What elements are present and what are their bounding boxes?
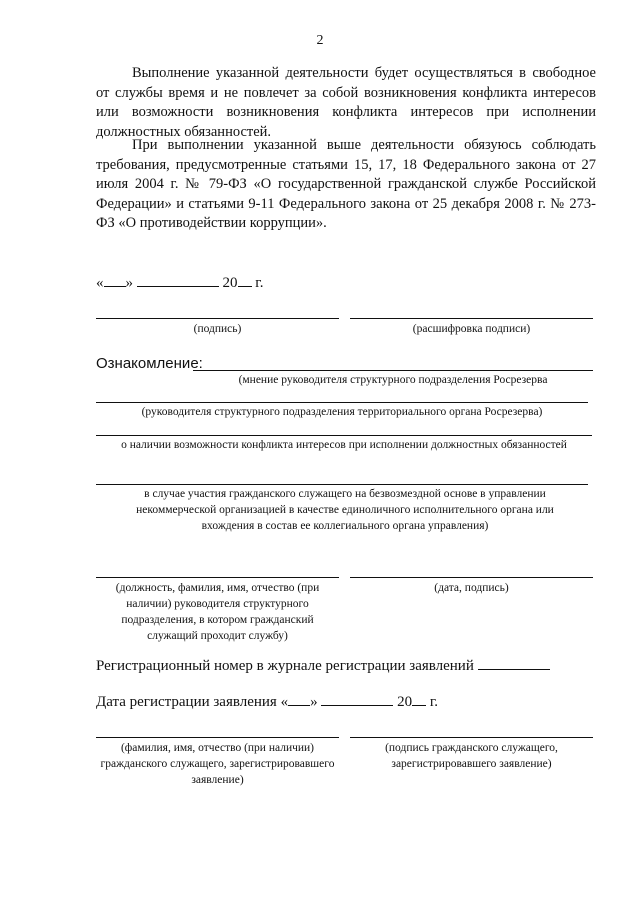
signature-decoding-line [350, 318, 593, 319]
registration-day-blank [288, 692, 310, 706]
acknowledgement-line [193, 370, 593, 371]
acknowledgement-caption-participation: в случае участия гражданского служащего на безвозмездной основе в управлении некоммерческой организацией в качестве единоличного исполнительного органа или вхождения в состав ее коллегиального органа управления) [136, 488, 554, 532]
paragraph-activity-statement: Выполнение указанной деятельности будет осуществляться в свободное от службы время и не повлечет за собой возникновения конфликта интересов или возможности возникновения конфликта интересов при исполнении должностных обязанностей. [96, 65, 596, 140]
application-date-line [96, 273, 263, 292]
acknowledgement-line-3 [96, 435, 592, 436]
registration-year-prefix: 20 [397, 694, 413, 710]
head-date-signature-line [350, 577, 593, 578]
page-number: 2 [316, 33, 324, 48]
registration-date-line [96, 692, 438, 711]
acknowledgement-caption-conflict: о наличии возможности конфликта интересов при исполнении должностных обязанностей [121, 439, 567, 451]
registrar-name-line [96, 737, 339, 738]
head-position-line [96, 577, 339, 578]
registration-date-label: Дата регистрации заявления [96, 694, 277, 710]
registration-number-blank [478, 656, 550, 670]
year-suffix: г. [255, 275, 264, 291]
acknowledgement-caption-opinion: (мнение руководителя структурного подразделения Росрезерва [238, 374, 548, 386]
month-blank [137, 273, 219, 287]
registration-month-blank [321, 692, 393, 706]
year-prefix: 20 [222, 275, 238, 291]
acknowledgement-line-2 [96, 402, 588, 403]
head-position-caption: (должность, фамилия, имя, отчество (при наличии) руководителя структурного подразделения, в котором гражданский служащий проходит службу) [115, 582, 320, 642]
acknowledgement-caption-territorial: (руководителя структурного подразделения территориального органа Росрезерва) [141, 406, 543, 418]
acknowledgement-line-4 [96, 484, 588, 485]
head-date-signature-caption: (дата, подпись) [434, 582, 509, 594]
signature-decoding-caption: (расшифровка подписи) [412, 323, 531, 335]
registration-year-suffix: г. [429, 694, 439, 710]
registrar-name-caption: (фамилия, имя, отчество (при наличии) гражданского служащего, зарегистрировавшего заявление) [100, 742, 335, 786]
registration-open-quote: « [280, 694, 289, 710]
date-open-quote: « [96, 275, 104, 291]
signature-caption: (подпись) [193, 323, 242, 335]
date-close-quote: » [125, 275, 133, 291]
registration-year-blank [412, 692, 426, 706]
day-blank [104, 273, 126, 287]
year-blank [238, 273, 252, 287]
registration-close-quote: » [310, 694, 318, 710]
registrar-signature-caption: (подпись гражданского служащего, зарегистрировавшего заявление) [385, 742, 558, 770]
registrar-signature-line [350, 737, 593, 738]
registration-number-line [96, 656, 550, 675]
registration-number-label: Регистрационный номер в журнале регистрации заявлений [96, 658, 474, 674]
signature-line [96, 318, 339, 319]
acknowledgement-label: Ознакомление: [96, 355, 203, 372]
paragraph-compliance-obligation: При выполнении указанной выше деятельности обязуюсь соблюдать требования, предусмотренные статьями 15, 17, 18 Федерального закона от 27 июля 2004 г. № 79-ФЗ «О государственной гражданской службе Российской Федерации» и статьями 9-11 Федерального закона от 25 декабря 2008 г. № 273-ФЗ «О противодействии коррупции». [96, 137, 596, 231]
